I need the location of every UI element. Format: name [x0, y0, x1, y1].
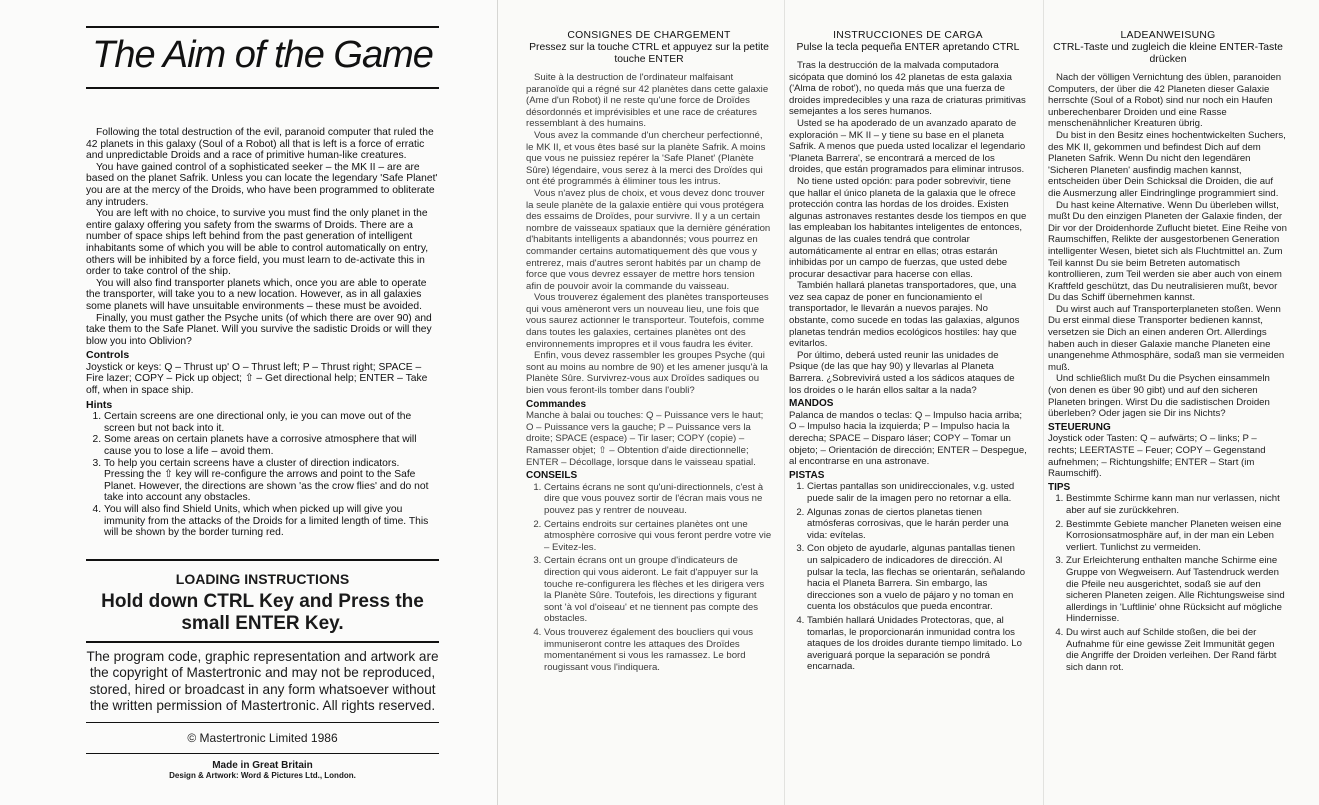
en-controls-text: Joystick or keys: Q – Thrust up' O – Thrust left; P – Thrust right; SPACE – Fire lazer; COPY – Pick up object; ⇧ – Get directional help; ENTER – Take off, when in space ship. — [86, 361, 428, 397]
fr-hints-list — [526, 482, 772, 674]
de-paragraph: Du wirst auch auf Transporterplaneten stoßen. Wenn Du erst einmal diese Transporter bedienen kannst, versetzen sie Dich an einen anderen Ort. Allerdings haben auch in dieser Galaxie manche Planeten eine unangenehme Athmosphäre, sodaß man sie vermeiden muß. — [1048, 303, 1285, 373]
en-paragraph: You have gained control of a sophisticated seeker – the MK II – are are based on the planet Safrik. Unless you can locate the legendary 'Safe Planet' you are at the mercy of the Droids, who have been programmed to obliterate any intruders. — [86, 161, 438, 208]
design-credit: Design & Artwork: Word & Pictures Ltd., London. — [169, 771, 356, 781]
de-heading-sub: CTRL-Taste und zugleich die kleine ENTER-Taste drücken — [1053, 42, 1283, 65]
es-heading-sub: Pulse la tecla pequeña ENTER apretando CTRL — [796, 42, 1020, 53]
list-item: 3. Con objeto de ayudarle, algunas pantallas tienen un salpicadero de indicadores de dirección. Al pulsar la tecla, las flechas se orientarán, señalando hacia el Planeta Barrera. Sin embargo, las direcciones son a vuelo de pájaro y no toman en cuenta los obstáculos que pueda encontrar. — [807, 543, 1027, 613]
de-controls-text: Joystick oder Tasten: Q – aufwärts; O – links; P – rechts; LEERTASTE – Feuer; COPY – Gegenstand aufnehmen; – Richtungshilfe; ENTER – Start (im Raumschiff). — [1048, 433, 1266, 480]
en-controls-heading: Controls — [86, 349, 130, 362]
loading-section — [86, 559, 439, 635]
es-paragraph: También hallará planetas transportadores, que, una vez sea capaz de poner en funcionamiento el transportador, le llevarán a nuevos parajes. No obstante, como sucede en todas las galaxias, algunos planetas tendrán medios ecológicos hostiles: hay que evitarlos. — [789, 280, 1020, 350]
es-controls-heading: MANDOS — [789, 398, 834, 410]
copyright-notice: The program code, graphic representation and artwork are the copyright of Mastertronic and may not be reproduced, stored, hired or broadcast in any form whatsoever without the written permission of Mastertronic. All rights reserved. — [86, 641, 439, 715]
en-paragraph: Following the total destruction of the evil, paranoid computer that ruled the 42 planets in this galaxy (Soul of a Robot) all that is left is a force of erratic and unpredictable Droids and a race of primitive human-like creatures. — [86, 127, 434, 162]
german-column — [1048, 30, 1288, 675]
fr-hints-heading: CONSEILS — [526, 470, 578, 482]
loading-text: Hold down CTRL Key and Press the small ENTER Key. — [101, 590, 424, 634]
de-controls-heading: STEUERUNG — [1048, 421, 1111, 433]
list-item: 4. Du wirst auch auf Schilde stoßen, die bei der Aufnahme für eine gewisse Zeit Immunität gegen die Angriffe der Droiden verleihen. Der Rand färbt sich dann rot. — [1066, 627, 1288, 673]
fr-paragraph: Vous trouverez également des planètes transporteuses qui vous amèneront vers un nouveau lieu, une fois que vous saurez actionner le transporteur. Toutefois, comme dans toutes les galaxies, certaines planètes ont des environnements impropres et il vous faudra les éviter. — [526, 292, 769, 350]
list-item: 1. Certain screens are one directional only, ie you can move out of the screen but not back into it. — [104, 411, 439, 434]
de-hints-list — [1048, 493, 1288, 673]
fr-paragraph: Vous avez la commande d'un chercheur perfectionné, le MK II, et vous êtes basé sur la planète Safrik. A moins que vous ne puissiez repérer la 'Safe Planet' (Planète Sûre) légendaire, vous serez à la merci des Droïdes qui ont été programmés à éliminer tous les intrus. — [526, 129, 766, 188]
fr-controls-text: Manche à balai ou touches: Q – Puissance vers le haut; O – Puissance vers la gauche; P – Puissance vers la droite; SPACE (espace) – Tir laser; COPY (copie) – Ramasser objet; ⇧ – Obtention d'aide directionnelle; ENTER – Décollage, lorsque dans le vaisseau spatial. — [526, 410, 764, 468]
list-item: 3. To help you certain screens have a cluster of direction indicators. Pressing the ⇧ key will re-configure the arrows and point to the Safe Planet. However, the directions are shown 'as the crow flies' and do not take into account any obstacles. — [104, 458, 439, 504]
spanish-column — [789, 30, 1027, 675]
fr-paragraph: Enfin, vous devez rassembler les groupes Psyche (qui sont au moins au nombre de 90) et les amener jusqu'à la Planète Sûre. Survivrez-vous aux Droïdes sadiques ou bien vous feront-ils tomber dans l'oubli? — [526, 350, 768, 397]
list-item: 2. Certains endroits sur certaines planètes ont une atmosphère corrosive qui vous feront perdre votre vie – Evitez-les. — [544, 519, 772, 554]
de-hints-heading: TIPS — [1048, 481, 1071, 493]
en-hints-heading: Hints — [86, 398, 113, 411]
fold-line — [784, 0, 785, 805]
es-paragraph: Tras la destrucción de la malvada computadora sicópata que dominó los 42 planetas de esta galaxia ('Alma de robot'), no queda más que una fuerza de droides impredecibles y una raza de criaturas primitivas semejantes a los seres humanos. — [789, 60, 1026, 118]
english-panel — [0, 0, 497, 805]
fr-heading-title: CONSIGNES DE CHARGEMENT — [567, 30, 731, 41]
made-in-label: Made in Great Britain — [86, 753, 439, 771]
en-paragraph: Finally, you must gather the Psyche units (of which there are over 90) and take them to the Safe Planet. Will you survive the sadistic Droids or will they blow you into Oblivion? — [86, 312, 432, 347]
en-paragraph: You will also find transporter planets which, once you are able to operate the transporter, will take you to a new location. However, as in all galaxies some planets will have unsuitable environments – these must be avoided. — [86, 277, 427, 312]
de-paragraph: Nach der völligen Vernichtung des üblen, paranoiden Computers, der über die 42 Planeten dieser Galaxie herrschte (Soul of a Robot) sind nur noch ein Haufen unberechenbarer Droiden und eine Rasse menschenähnlicher Kreaturen übrig. — [1048, 72, 1282, 130]
list-item: 3. Zur Erleichterung enthalten manche Schirme eine Gruppe von Wegweisern. Auf Tastendruck werden die Pfeile neu ausgerichtet, sodaß sie auf den sicheren Planeten zeigen. Alle Richtungsweise sind allerdings in 'Luftlinie' ohne Rücksicht auf mögliche Hindernisse. — [1066, 555, 1288, 625]
fr-paragraph: Suite à la destruction de l'ordinateur malfaisant paranoïde qui a régné sur 42 planètes dans cette galaxie (Ame d'un Robot) il ne reste qu'une force de Droïdes désordonnés et imprévisibles et une race de créatures ressemblant à des humains. — [526, 72, 769, 130]
loading-heading: LOADING INSTRUCTIONS — [175, 570, 350, 587]
copyright-line: © Mastertronic Limited 1986 — [86, 722, 439, 745]
de-paragraph: Du bist in den Besitz eines hochentwickelten Suchers, des MK II, gekommen und befindest Dich auf dem Planeten Safrik. Wenn Du nicht den legendären 'Sicheren Planeten' ausfindig machen kannst, entscheiden über Dein Schicksal die Droiden, die auf die Ausmerzung aller Eindringlinge programmiert sind. — [1048, 129, 1286, 199]
fr-controls-heading: Commandes — [526, 398, 587, 410]
de-heading — [1048, 30, 1288, 66]
es-hints-heading: PISTAS — [789, 469, 825, 481]
de-paragraph: Und schließlich mußt Du die Psychen einsammeln (von denen es über 90 gibt) und auf den sicheren Planeten bringen. Wirst Du die sadistischen Droiden überleben? Oder jagen sie Dir ins Nichts? — [1048, 373, 1270, 420]
fr-heading-sub: Pressez sur la touche CTRL et appuyez sur la petite touche ENTER — [529, 42, 769, 65]
title-box — [86, 26, 439, 89]
es-heading — [789, 30, 1027, 54]
es-controls-text: Palanca de mandos o teclas: Q – Impulso hacia arriba; O – Impulso hacia la izquierda; P – Impulso hacia la derecha; SPACE – Disparo láser; COPY – Tomar un objeto; – Orientación de dirección; ENTER – Despegue, al encontrarse en una astronave. — [789, 409, 1027, 468]
list-item: 2. Bestimmte Gebiete mancher Planeten weisen eine Korrosionsatmosphäre auf, in der man ein Leben verliert. Tunlichst zu vermeiden. — [1066, 519, 1288, 554]
list-item: 2. Algunas zonas de ciertos planetas tienen atmósferas corrosivas, que le harán perder una vida: evítelas. — [807, 507, 1027, 542]
fold-line — [1043, 0, 1044, 805]
list-item: 1. Bestimmte Schirme kann man nur verlassen, nicht aber auf sie zurückkehren. — [1066, 493, 1288, 516]
list-item: 1. Certains écrans ne sont qu'uni-directionnels, c'est à dire que vous pouvez sortir de l'écran mais vous ne pouvez pas y rentrer de nouveau. — [544, 482, 772, 517]
list-item: 3. Certain écrans ont un groupe d'indicateurs de direction qui vous aideront. Le fait d'appuyer sur la touche re-configurera les flèches et les dirigera vers la Planète Sûre. Toutefois, les directions y figurant sont 'à vol d'oiseau' et ne tiennent pas compte des obstacles. — [544, 555, 772, 625]
list-item: 1. Ciertas pantallas son unidireccionales, v.g. usted puede salir de la imagen pero no retornar a ella. — [807, 481, 1027, 504]
fr-paragraph: Vous n'avez plus de choix, et vous devez donc trouver la seule planète de la galaxie entière qui vous protégera des essaims de Droïdes, pour survivre. Il y a un certain nombre de vaisseaux spatiaux que la dernière génération d'habitants intelligents a abandonnés; vous pourrez en commander certains automatiquement dès que vous y entrerez, mais d'autres seront habités par un champ de force que vous devrez essayer de mettre hors tension afin de pouvoir avoir la commande du vaisseau. — [526, 187, 771, 292]
english-body — [86, 127, 439, 539]
es-paragraph: Usted se ha apoderado de un avanzado aparato de exploración – MK II – y tiene su base en el planeta Safrik. A menos que pueda usted localizar el legendario 'Planeta Barrera', se encontrará a merced de los droides, que están programados para eliminar intrusos. — [789, 117, 1026, 176]
es-heading-title: INSTRUCCIONES DE CARGA — [833, 30, 983, 41]
en-hints-list — [86, 411, 439, 539]
list-item: 4. Vous trouverez également des boucliers qui vous immuniseront contre les attaques des Droïdes momentanément si vous les ramassez. Le bord rougissant vous l'indiquera. — [544, 627, 772, 673]
fr-heading — [526, 30, 772, 66]
es-paragraph: No tiene usted opción: para poder sobrevivir, tiene que hallar el único planeta de la galaxia que le ofrece protección contra las hordas de los droides. Existen algunas astronaves restantes desde los tiempos en que las empleaban los habitantes inteligentes de entonces, algunas de las cuales tendrá que controlar automáticamente al entrar en ellas; otras estarán inhibidas por un campo de fuerzas, que usted debe procurar desactivar para hacerse con ellas. — [789, 175, 1027, 280]
list-item: 2. Some areas on certain planets have a corrosive atmosphere that will cause you to lose a life – avoid them. — [104, 434, 439, 457]
translations-panel — [498, 0, 1319, 805]
list-item: 4. You will also find Shield Units, which when picked up will give you immunity from the attacks of the Droids for a limited length of time. This will be shown by the border turning red. — [104, 504, 439, 539]
game-title: The Aim of the Game — [92, 34, 433, 76]
es-paragraph: Por último, deberá usted reunir las unidades de Psique (de las que hay 90) y llevarlas al Planeta Barrera. ¿Sobrevivirá usted a los sádicos ataques de los droides o le harán ellos saltar a la nada? — [789, 349, 1015, 396]
es-hints-list — [789, 481, 1027, 673]
french-column — [526, 30, 772, 675]
de-paragraph: Du hast keine Alternative. Wenn Du überleben willst, mußt Du den einzigen Planeten der Galaxie finden, der Dir vor der Droidenhorde Zuflucht bietet. Eine Reihe von Raumschiffen, Relikte der ausgestorbenen Generation intelligenter Wesen, bietet sich als Fluchtmittel an. Zum Teil kannst Du sie beim Betreten automatisch kontrollieren, zum Teil werden sie aber auch von einem Kraftfeld geschützt, das Du neutralisieren mußt, bevor Du das Schiff übernehmen kannst. — [1048, 199, 1287, 304]
de-heading-title: LADEANWEISUNG — [1120, 30, 1216, 41]
en-paragraph: You are left with no choice, to survive you must find the only planet in the entire galaxy offering you safety from the swarms of Droids. There are a number of space ships left behind from the past generation of intelligent inhabitants some of which you will be able to control automatically on entry, others will be inhibited by a force field, you must learn to de-activate this in order to take control of the ship. — [86, 208, 429, 278]
list-item: 4. También hallará Unidades Protectoras, que, al tomarlas, le proporcionarán inmunidad contra los ataques de los droides durante tiempo limitado. Lo averiguará porque la separación se pondrá encarnada. — [807, 615, 1027, 673]
